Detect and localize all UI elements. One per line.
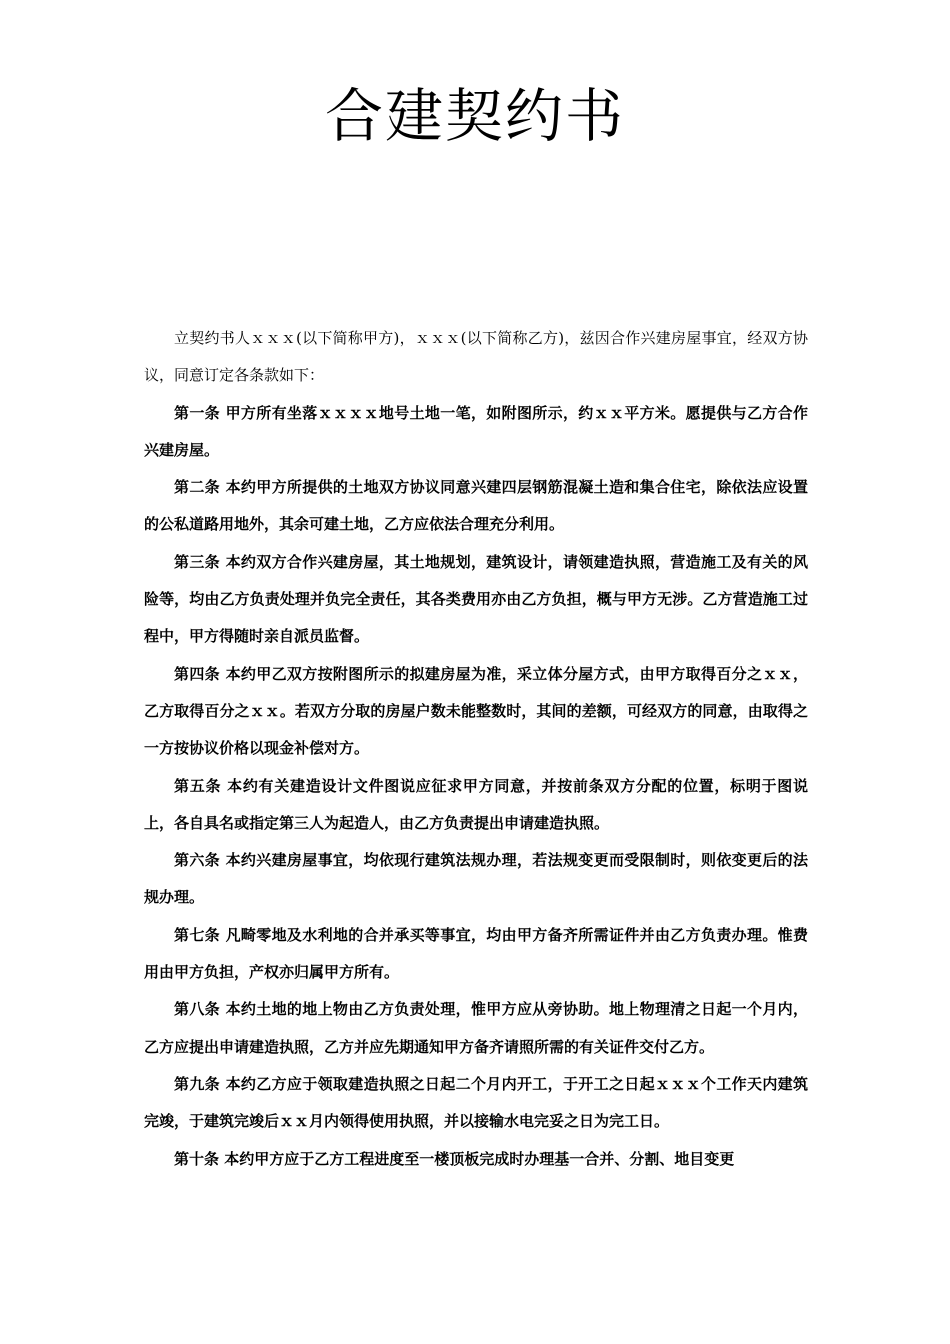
clause-3: 第三条 本约双方合作兴建房屋，其土地规划，建筑设计，请领建造执照，营造施工及有关的风险等，均由乙方负责处理并负完全责任，其各类费用亦由乙方负担，概与甲方无涉。乙方营造施工过程中，甲方得随时亲自派员监督。 <box>144 552 808 646</box>
clause-10: 第十条 本约甲方应于乙方工程进度至一楼顶板完成时办理基一合并、分割、地目变更 <box>174 1149 735 1168</box>
clause-8: 第八条 本约土地的地上物由乙方负责处理，惟甲方应从旁协助。地上物理清之日起一个月内，乙方应提出申请建造执照，乙方并应先期通知甲方备齐请照所需的有关证件交付乙方。 <box>144 1000 808 1056</box>
intro-paragraph: 立契约书人ｘｘｘ(以下简称甲方)，ｘｘｘ(以下简称乙方)，兹因合作兴建房屋事宜，经双方协议，同意订定各条款如下： <box>144 329 808 385</box>
clause-5: 第五条 本约有关建造设计文件图说应征求甲方同意，并按前条双方分配的位置，标明于图说上，各自具名或指定第三人为起造人，由乙方负责提出申请建造执照。 <box>144 776 808 832</box>
clause-9: 第九条 本约乙方应于领取建造执照之日起二个月内开工，于开工之日起ｘｘｘ个工作天内建筑完竣，于建筑完竣后ｘｘ月内领得使用执照，并以接输水电完妥之日为完工日。 <box>144 1074 808 1131</box>
clause-4: 第四条 本约甲乙双方按附图所示的拟建房屋为准，采立体分屋方式，由甲方取得百分之ｘｘ，乙方取得百分之ｘｘ。若双方分取的房屋户数未能整数时，其间的差额，可经双方的同意，由取得之一方按协议价格以现金补偿对方。 <box>144 664 808 758</box>
clause-6: 第六条 本约兴建房屋事宜，均依现行建筑法规办理，若法规变更而受限制时，则依变更后的法规办理。 <box>144 851 808 907</box>
clause-7: 第七条 凡畸零地及水利地的合并承买等事宜，均由甲方备齐所需证件并由乙方负责办理。惟费用由甲方负担，产权亦归属甲方所有。 <box>144 925 808 982</box>
clause-1: 第一条 甲方所有坐落ｘｘｘｘ地号土地一笔，如附图所示，约ｘｘ平方米。愿提供与乙方合作兴建房屋。 <box>144 403 808 459</box>
clause-2: 第二条 本约甲方所提供的土地双方协议同意兴建四层钢筋混凝土造和集合住宅，除依法应设置的公私道路用地外，其余可建土地，乙方应依法合理充分利用。 <box>144 478 808 534</box>
document-body <box>144 320 808 1178</box>
document-title: 合建契约书 <box>324 82 625 150</box>
